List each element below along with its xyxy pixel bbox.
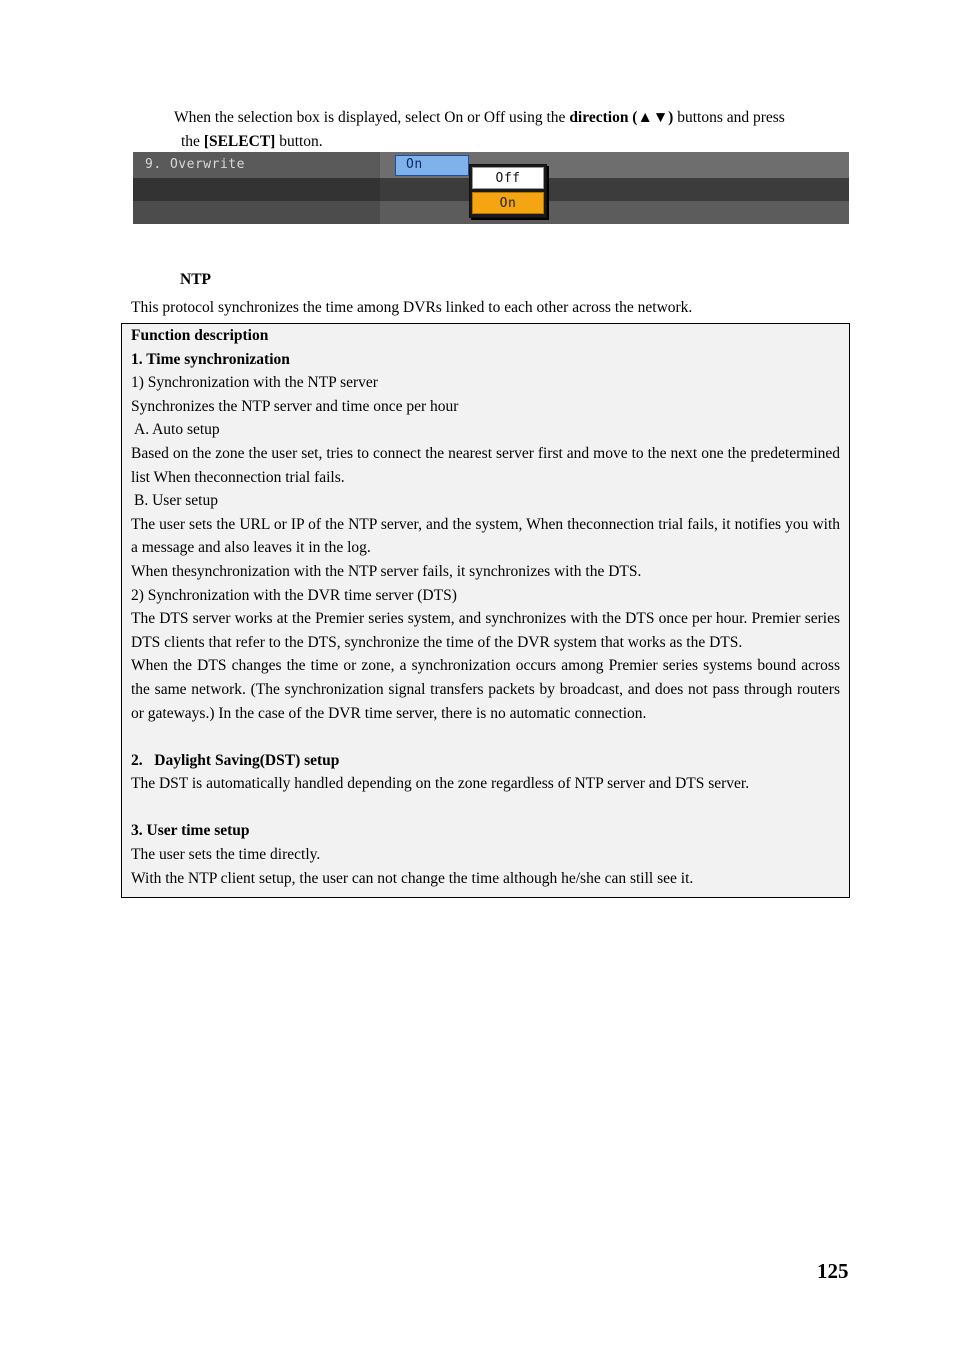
dts-desc-1: The DTS server works at the Premier series system, and synchronizes with the DTS once per hour. Premier series DTS clients that refer to the DTS, synchronize the time of the DVR system that works as the DTS.	[131, 610, 840, 651]
section-3-title: 3. User time setup	[131, 822, 250, 840]
selection-popup	[469, 164, 547, 218]
dts-desc-2: When the DTS changes the time or zone, a synchronization occurs among Premier series systems bound across the same network. (The synchronization signal transfers packets by broadcast, and does not pass through routers or gateways.) In the case of the DVR time server, there is no automatic connection.	[131, 657, 840, 722]
page-number: 125	[817, 1259, 849, 1283]
intro-select-bold: [SELECT]	[203, 133, 276, 150]
dst-desc: The DST is automatically handled depending on the zone regardless of NTP server and DTS server.	[131, 775, 750, 793]
user-time-desc-2: With the NTP client setup, the user can not change the time although he/she can still see it.	[131, 869, 694, 887]
section-1-title: 1. Time synchronization	[131, 350, 290, 368]
overwrite-label: 9. Overwrite	[145, 157, 245, 172]
auto-setup-desc: Based on the zone the user set, tries to connect the nearest server first and move to the next one the predetermined list When theconnection trial fails.	[131, 444, 840, 486]
intro-line-1	[174, 106, 854, 130]
subsection-dts: 2) Synchronization with the DVR time server (DTS)	[131, 586, 457, 604]
intro-direction-bold: direction (▲▼)	[569, 109, 674, 126]
intro-paragraph	[174, 106, 854, 154]
overwrite-value-field[interactable]	[395, 155, 469, 176]
option-off[interactable]: Off	[472, 167, 544, 189]
ntp-server-desc: Synchronizes the NTP server and time once per hour	[131, 397, 459, 415]
intro-text: buttons and press	[673, 109, 785, 126]
overwrite-value-text: On	[406, 157, 423, 172]
option-on-selected[interactable]: On	[472, 192, 544, 214]
intro-text: the	[181, 133, 204, 150]
user-time-desc-1: The user sets the time directly.	[131, 846, 321, 864]
intro-line-2	[174, 130, 854, 154]
ntp-description: This protocol synchronizes the time among DVRs linked to each other across the network.	[131, 299, 693, 316]
box-title: Function description	[131, 327, 269, 344]
intro-text: When the selection box is displayed, select On or Off using the	[174, 109, 570, 126]
ntp-heading: NTP	[180, 271, 211, 288]
user-setup-desc: The user sets the URL or IP of the NTP server, and the system, When theconnection trial fails, it notifies you with a message and also leaves it in the log.	[131, 515, 840, 557]
auto-setup-heading: A. Auto setup	[134, 421, 220, 439]
ntp-fail-desc: When thesynchronization with the NTP server fails, it synchronizes with the DTS.	[131, 562, 642, 580]
function-description-box	[121, 323, 850, 898]
dvr-menu-screenshot	[133, 152, 849, 224]
user-setup-heading: B. User setup	[134, 492, 218, 510]
subsection-ntp-server: 1) Synchronization with the NTP server	[131, 374, 378, 392]
section-2-title: 2. Daylight Saving(DST) setup	[131, 751, 340, 769]
intro-text: button.	[275, 133, 323, 150]
